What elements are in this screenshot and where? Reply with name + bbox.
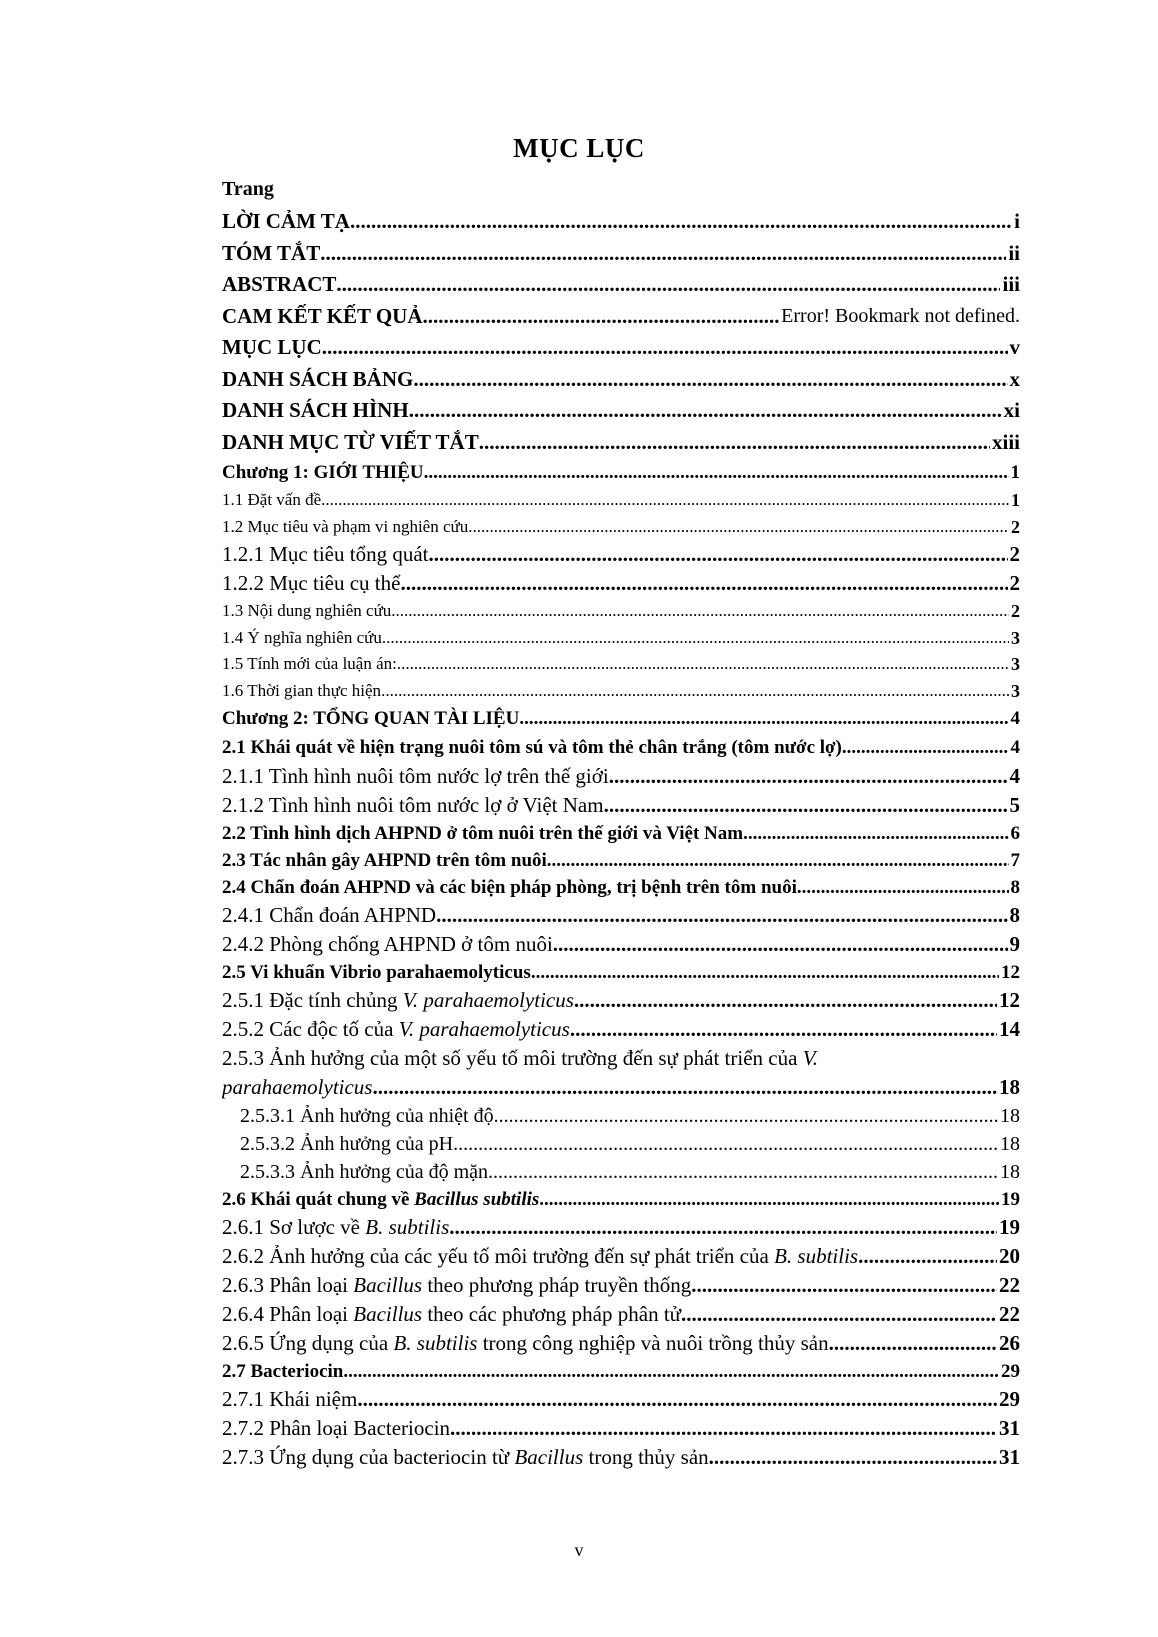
toc-entry[interactable]: 1.2 Mục tiêu và phạm vi nghiên cứu ..... 2: [222, 514, 1020, 541]
toc-entry[interactable]: 1.5 Tính mới của luận án: ..... 3: [222, 651, 1020, 678]
toc-entry[interactable]: 2.5.3.1 Ảnh hưởng của nhiệt độ ..... 18: [222, 1102, 1020, 1130]
toc-entry-wrapped-line[interactable]: 2.5.3 Ảnh hưởng của một số yếu tố môi trường đến sự phát triển của V.: [222, 1046, 819, 1070]
toc-entry[interactable]: 2.6.3 Phân loại Bacillus theo phương pháp truyền thống ..... 22: [222, 1271, 1020, 1300]
toc-entry[interactable]: ABSTRACT ..... iii: [222, 269, 1020, 301]
toc-entry[interactable]: 2.5.2 Các độc tố của V. parahaemolyticus ..... 14: [222, 1015, 1020, 1044]
toc-entry[interactable]: 1.3 Nội dung nghiên cứu ..... 2: [222, 598, 1020, 625]
page-title: MỤC LỤC: [513, 133, 645, 163]
toc-entry[interactable]: 2.5.3.2 Ảnh hưởng của pH ..... 18: [222, 1130, 1020, 1158]
toc-entry[interactable]: CAM KẾT KẾT QUẢ ..... Error! Bookmark not defined.: [222, 301, 1020, 333]
toc-entry[interactable]: 2.6.2 Ảnh hưởng của các yếu tố môi trường đến sự phát triển của B. subtilis ..... 20: [222, 1242, 1020, 1271]
toc-entry[interactable]: 2.7 Bacteriocin ..... 29: [222, 1358, 1020, 1385]
bookmark-error-text: Error! Bookmark not defined.: [781, 304, 1020, 327]
toc-entry[interactable]: Chương 1: GIỚI THIỆU ..... 1: [222, 458, 1020, 487]
toc-entry[interactable]: MỤC LỤC ..... v: [222, 332, 1020, 364]
toc-entry[interactable]: Chương 2: TỔNG QUAN TÀI LIỆU ..... 4: [222, 704, 1020, 733]
toc-entry[interactable]: LỜI CẢM TẠ ..... i: [222, 206, 1020, 238]
page-number: v: [574, 1540, 584, 1560]
toc-entry[interactable]: 2.4.1 Chẩn đoán AHPND ..... 8: [222, 901, 1020, 930]
toc-entry[interactable]: 1.6 Thời gian thực hiện ..... 3: [222, 678, 1020, 705]
toc-entry[interactable]: 2.5.3.3 Ảnh hưởng của độ mặn ..... 18: [222, 1158, 1020, 1186]
toc-entry[interactable]: 2.2 Tình hình dịch AHPND ở tôm nuôi trên thế giới và Việt Nam ..... 6: [222, 820, 1020, 847]
toc-entry[interactable]: 1.2.2 Mục tiêu cụ thể ..... 2: [222, 569, 1020, 598]
toc-entry[interactable]: 2.7.2 Phân loại Bacteriocin ..... 31: [222, 1414, 1020, 1443]
toc-entry[interactable]: 2.7.3 Ứng dụng của bacteriocin từ Bacillus trong thủy sản ..... 31: [222, 1443, 1020, 1472]
toc-entry[interactable]: 2.6.5 Ứng dụng của B. subtilis trong công nghiệp và nuôi trồng thủy sản ..... 26: [222, 1329, 1020, 1358]
table-of-contents: [222, 206, 1020, 1472]
toc-entry[interactable]: DANH MỤC TỪ VIẾT TẮT ..... xiii: [222, 427, 1020, 459]
toc-entry[interactable]: 2.6.4 Phân loại Bacillus theo các phương pháp phân tử ..... 22: [222, 1300, 1020, 1329]
toc-entry[interactable]: 1.4 Ý nghĩa nghiên cứu ..... 3: [222, 625, 1020, 652]
toc-entry[interactable]: TÓM TẮT ..... ii: [222, 238, 1020, 270]
toc-entry[interactable]: DANH SÁCH HÌNH ..... xi: [222, 395, 1020, 427]
toc-entry[interactable]: 2.1.1 Tình hình nuôi tôm nước lợ trên thế giới ..... 4: [222, 762, 1020, 791]
toc-entry[interactable]: 2.7.1 Khái niệm ..... 29: [222, 1385, 1020, 1414]
toc-entry[interactable]: DANH SÁCH BẢNG ..... x: [222, 364, 1020, 396]
toc-entry[interactable]: 2.6.1 Sơ lược về B. subtilis ..... 19: [222, 1213, 1020, 1242]
toc-entry[interactable]: 2.3 Tác nhân gây AHPND trên tôm nuôi ..... 7: [222, 847, 1020, 874]
toc-entry[interactable]: 2.4.2 Phòng chống AHPND ở tôm nuôi ..... 9: [222, 930, 1020, 959]
toc-entry-continuation[interactable]: parahaemolyticus ..... 18: [222, 1073, 1020, 1102]
toc-entry[interactable]: 1.2.1 Mục tiêu tổng quát ..... 2: [222, 540, 1020, 569]
page-column-label: Trang: [222, 178, 274, 200]
toc-entry[interactable]: 2.1.2 Tình hình nuôi tôm nước lợ ở Việt Nam ..... 5: [222, 791, 1020, 820]
toc-entry[interactable]: 2.6 Khái quát chung về Bacillus subtilis ..... 19: [222, 1186, 1020, 1213]
toc-entry[interactable]: 1.1 Đặt vấn đề ..... 1: [222, 487, 1020, 514]
toc-entry[interactable]: 2.4 Chẩn đoán AHPND và các biện pháp phòng, trị bệnh trên tôm nuôi ..... 8: [222, 874, 1020, 901]
toc-entry[interactable]: 2.5.1 Đặc tính chủng V. parahaemolyticus ..... 12: [222, 986, 1020, 1015]
toc-entry[interactable]: 2.5 Vi khuẩn Vibrio parahaemolyticus ..... 12: [222, 959, 1020, 986]
toc-entry[interactable]: 2.1 Khái quát về hiện trạng nuôi tôm sú và tôm thẻ chân trắng (tôm nước lợ) ..... 4: [222, 733, 1020, 762]
